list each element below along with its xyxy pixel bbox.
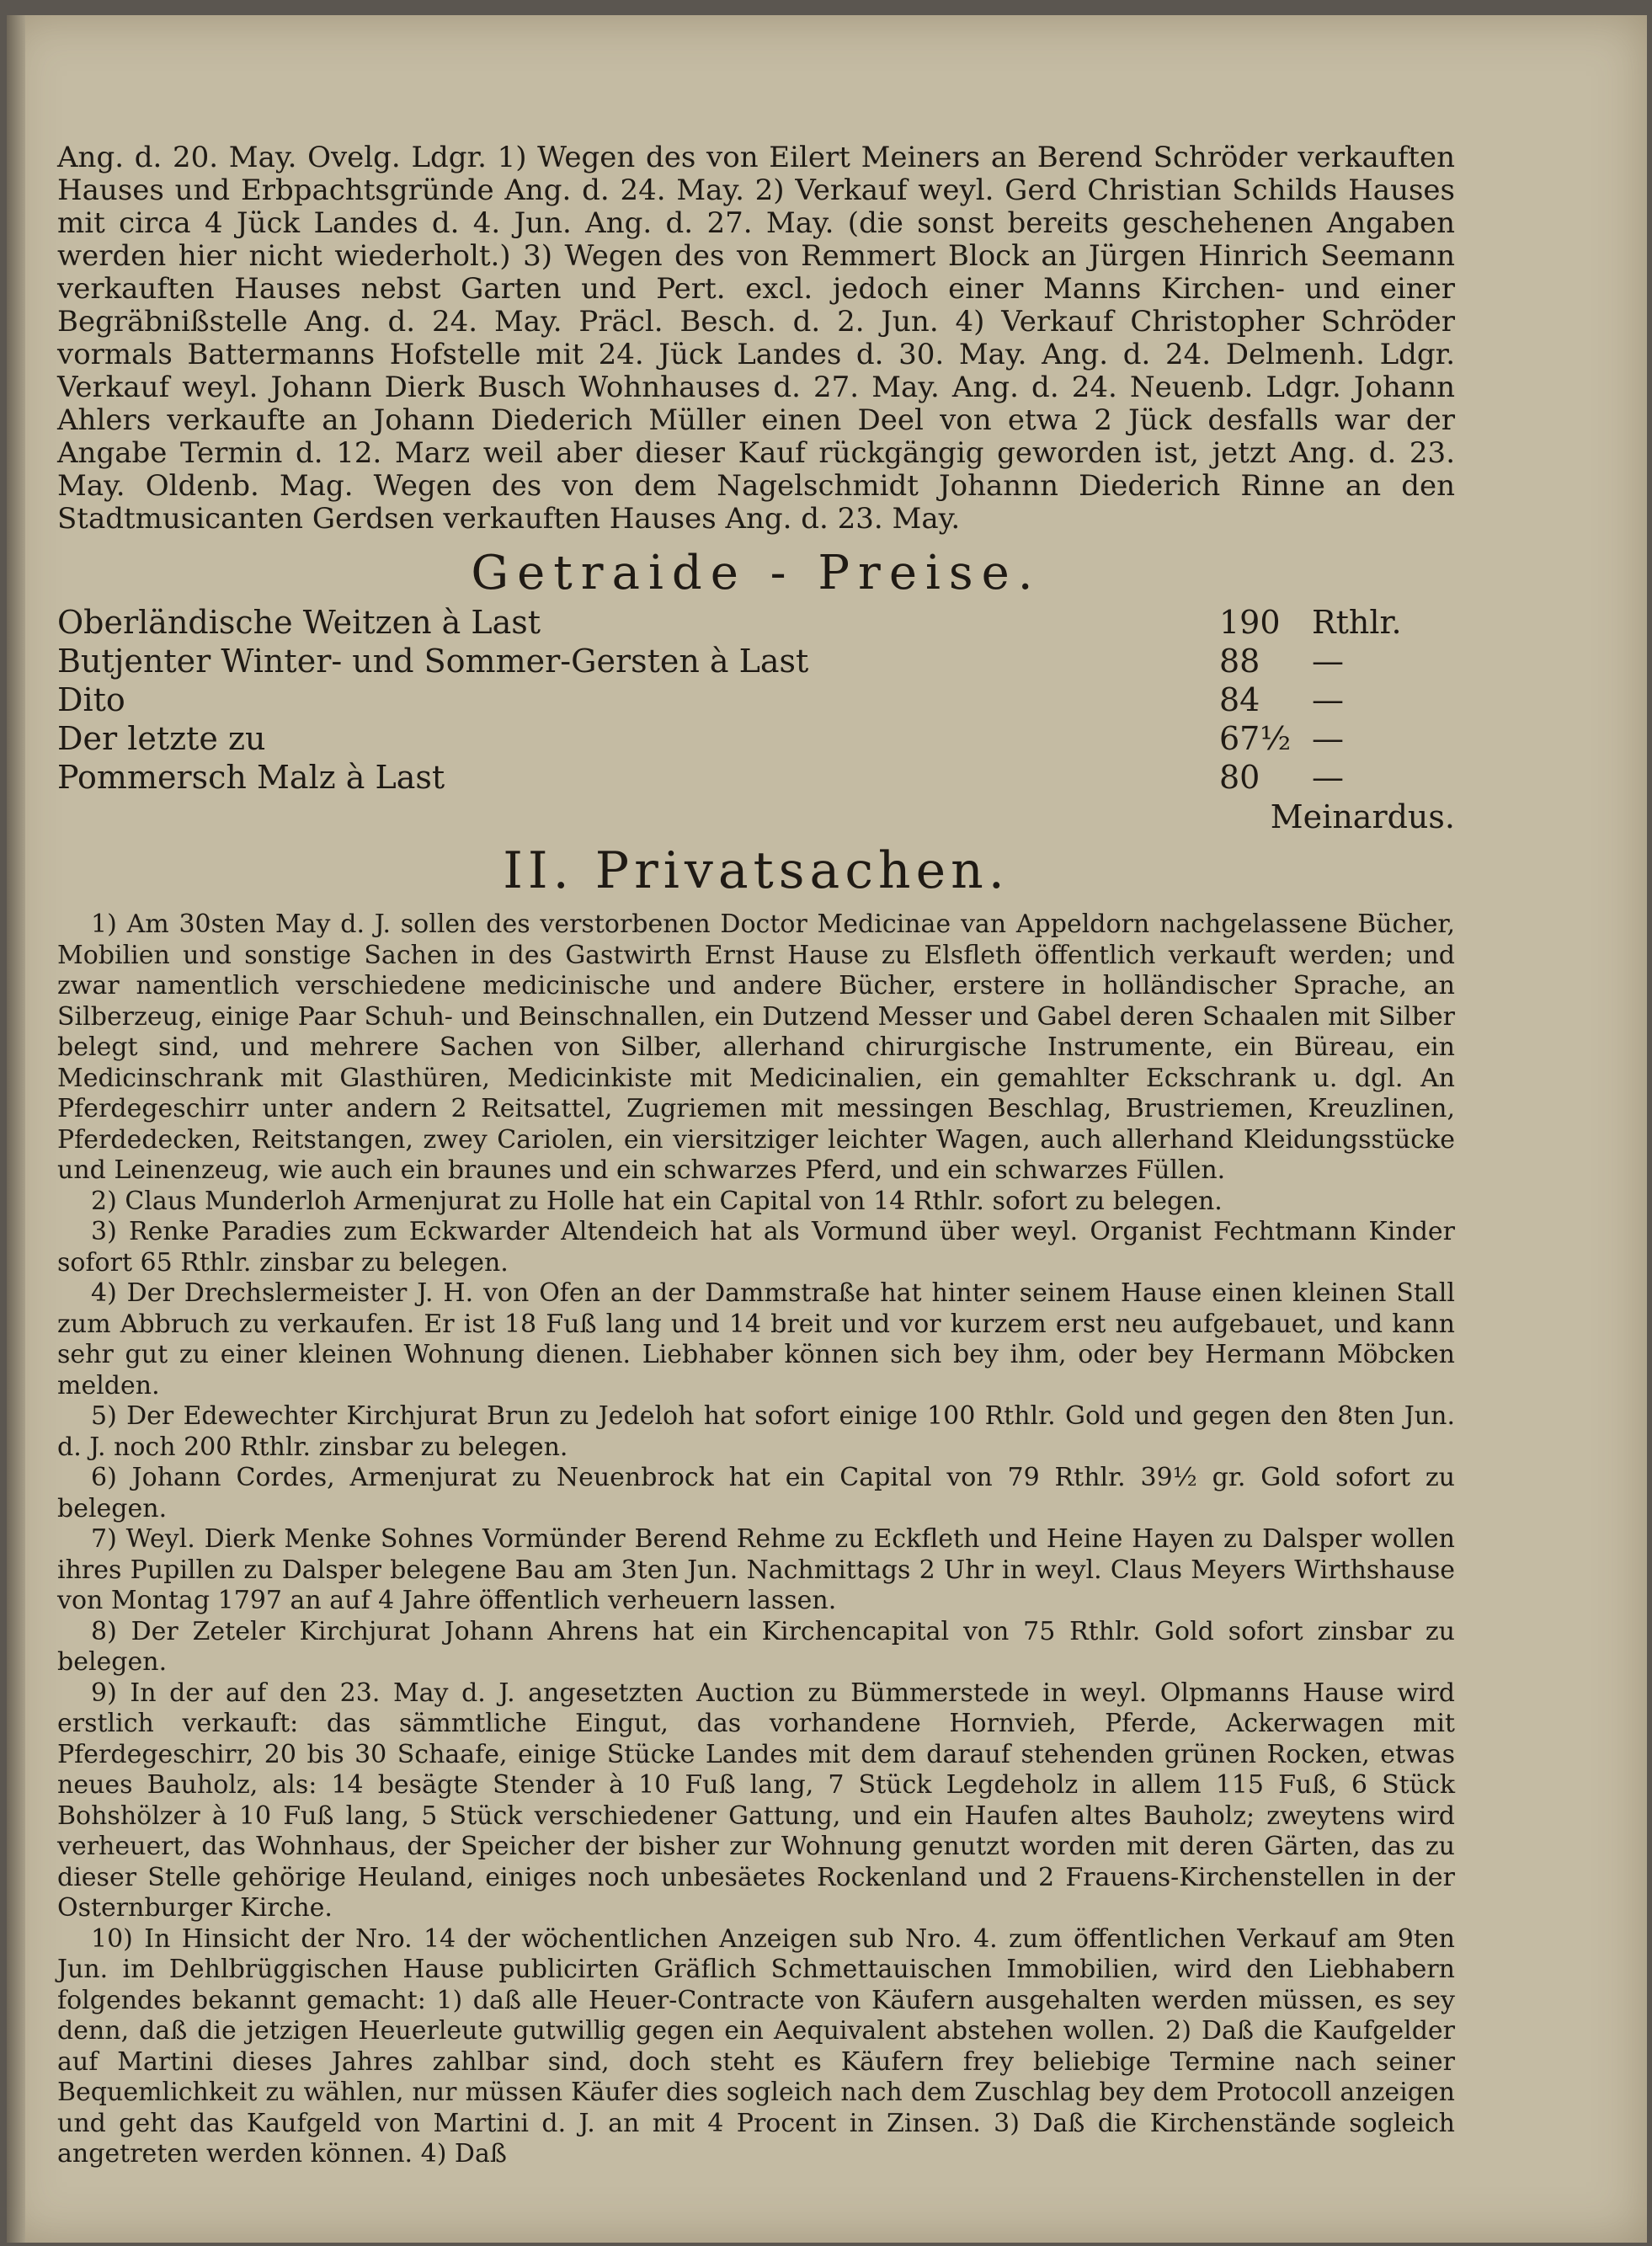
- private-notice-entry: 6) Johann Cordes, Armenjurat zu Neuenbrock hat ein Capital von 79 Rthlr. 39½ gr. Gold sofort zu belegen.: [57, 1463, 1455, 1523]
- price-item: Der letzte zu: [57, 720, 266, 757]
- private-notice-entry: 5) Der Edewechter Kirchjurat Brun zu Jedeloh hat sofort einige 100 Rthlr. Gold und gegen den 8ten Jun. d. J. noch 200 Rthlr. zinsbar zu belegen.: [57, 1401, 1455, 1462]
- private-notice-entry: 3) Renke Paradies zum Eckwarder Altendeich hat als Vormund über weyl. Organist Fechtmann Kinder sofort 65 Rthlr. zinsbar zu belegen.: [57, 1217, 1455, 1278]
- private-notice-entry: 1) Am 30sten May d. J. sollen des verstorbenen Doctor Medicinae van Appeldorn nachgelassene Bücher, Mobilien und sonstige Sachen in des Gastwirth Ernst Hause zu Elsfleth öffentlich verkauft werden; und zwar namentlich verschiedene medicinische und andere Bücher, erstere in holländischer Sprache, an Silberzeug, einige Paar Schuh- und Beinschnallen, ein Dutzend Messer und Gabel deren Schaalen mit Silber belegt sind, und mehrere Sachen von Silber, allerhand chirurgische Instrumente, ein Büreau, ein Medicinschrank mit Glasthüren, Medicinkiste mit Medicinalien, ein gemahlter Eckschrank u. dgl. An Pferdegeschirr unter andern 2 Reitsattel, Zugriemen mit messingen Beschlag, Brustriemen, Kreuzlinen, Pferdedecken, Reitstangen, zwey Cariolen, ein viersitziger leichter Wagen, auch allerhand Kleidungsstücke und Leinenzeug, wie auch ein braunes und ein schwarzes Pferd, und ein schwarzes Füllen.: [57, 910, 1455, 1185]
- private-notice-entry: 10) In Hinsicht der Nro. 14 der wöchentlichen Anzeigen sub Nro. 4. zum öffentlichen Verkauf am 9ten Jun. im Dehlbrüggischen Hause publicirten Gräflich Schmettauischen Immobilien, wird den Liebhabern folgendes bekannt gemacht: 1) daß alle Heuer-Contracte von Käufern ausgehalten werden müssen, es sey denn, daß die jetzigen Heuerleute gutwillig gegen ein Aequivalent abstehen wollen. 2) Daß die Kaufgelder auf Martini dieses Jahres zahlbar sind, doch steht es Käufern frey beliebige Termine nach seiner Bequemlichkeit zu wählen, nur müssen Käufer dies sogleich nach dem Zuschlag bey dem Protocoll anzeigen und geht das Kaufgeld von Martini d. J. an mit 4 Procent in Zinsen. 3) Daß die Kirchenstände sogleich angetreten werden können. 4) Daß: [57, 1923, 1455, 2169]
- section-title: II. Privatsachen.: [503, 841, 1010, 900]
- price-value: 190: [1219, 604, 1281, 641]
- private-notice-entry: 7) Weyl. Dierk Menke Sohnes Vormünder Berend Rehme zu Eckfleth und Heine Hayen zu Dalsper wollen ihres Pupillen zu Dalsper belegene Bau am 3ten Jun. Nachmittags 2 Uhr in weyl. Claus Meyers Wirthshause von Montag 1797 an auf 4 Jahre öffentlich verheuern lassen.: [57, 1524, 1455, 1615]
- price-item: Butjenter Winter- und Sommer-Gersten à Last: [57, 643, 809, 680]
- price-row: [57, 758, 1455, 797]
- price-value: 84: [1219, 681, 1260, 718]
- price-unit: —: [1312, 720, 1344, 757]
- price-unit: Rthlr.: [1312, 604, 1402, 641]
- price-item: Dito: [57, 681, 125, 718]
- private-notice-entry: 8) Der Zeteler Kirchjurat Johann Ahrens hat ein Kirchencapital von 75 Rthlr. Gold sofort zinsbar zu belegen.: [57, 1616, 1455, 1677]
- page-binding-edge: [7, 15, 25, 2243]
- court-notices-paragraph: Ang. d. 20. May. Ovelg. Ldgr. 1) Wegen des von Eilert Meiners an Berend Schröder verkauften Hauses und Erbpachtsgründe Ang. d. 24. May. 2) Verkauf weyl. Gerd Christian Schilds Hauses mit circa 4 Jück Landes d. 4. Jun. Ang. d. 27. May. (die sonst bereits geschehenen Angaben werden hier nicht wiederholt.) 3) Wegen des von Remmert Block an Jürgen Hinrich Seemann verkauften Hauses nebst Garten und Pert. excl. jedoch einer Manns Kirchen- und einer Begräbnißstelle Ang. d. 24. May. Präcl. Besch. d. 2. Jun. 4) Verkauf Christopher Schröder vormals Battermanns Hofstelle mit 24. Jück Landes d. 30. May. Ang. d. 24. Delmenh. Ldgr. Verkauf weyl. Johann Dierk Busch Wohnhauses d. 27. May. Ang. d. 24. Neuenb. Ldgr. Johann Ahlers verkaufte an Johann Diederich Müller einen Deel von etwa 2 Jück desfalls war der Angabe Termin d. 12. Marz weil aber dieser Kauf rückgängig geworden ist, jetzt Ang. d. 23. May. Oldenb. Mag. Wegen des von dem Nagelschmidt Johannn Diederich Rinne an den Stadtmusicanten Gerdsen verkauften Hauses Ang. d. 23. May.: [57, 141, 1455, 536]
- price-unit: —: [1312, 681, 1344, 718]
- price-unit: —: [1312, 759, 1344, 796]
- grain-prices-heading: Getraide - Preise.: [471, 546, 1042, 600]
- price-item: Pommersch Malz à Last: [57, 759, 445, 796]
- price-value: 88: [1219, 643, 1260, 680]
- grain-prices-table: [57, 603, 1455, 797]
- private-notice-entry: 4) Der Drechslermeister J. H. von Ofen an der Dammstraße hat hinter seinem Hause einen kleinen Stall zum Abbruch zu verkaufen. Er ist 18 Fuß lang und 14 breit und vor kurzem erst neu aufgebauet, und kann sehr gut zu einer kleinen Wohnung dienen. Liebhaber können sich bey ihm, oder bey Hermann Möbcken melden.: [57, 1278, 1455, 1400]
- grain-prices-signature: Meinardus.: [1270, 798, 1455, 835]
- price-item: Oberländische Weitzen à Last: [57, 604, 541, 641]
- private-notice-entry: 2) Claus Munderloh Armenjurat zu Holle hat ein Capital von 14 Rthlr. sofort zu belegen.: [91, 1186, 1223, 1216]
- newspaper-page: [7, 15, 1647, 2243]
- price-unit: —: [1312, 643, 1344, 680]
- price-row: [57, 603, 1455, 642]
- price-value: 80: [1219, 759, 1260, 796]
- price-value: 67½: [1219, 720, 1292, 757]
- price-row: [57, 719, 1455, 758]
- price-row: [57, 680, 1455, 719]
- private-notice-entry: 9) In der auf den 23. May d. J. angesetzten Auction zu Bümmerstede in weyl. Olpmanns Hause wird erstlich verkauft: das sämmtliche Eingut, das vorhandene Hornvieh, Pferde, Ackerwagen mit Pferdegeschirr, 20 bis 30 Schaafe, einige Stücke Landes mit dem darauf stehenden grünen Rocken, etwas neues Bauholz, als: 14 besägte Stender à 10 Fuß lang, 7 Stück Legdeholz in allem 115 Fuß, 6 Stück Bohshölzer à 10 Fuß lang, 5 Stück verschiedener Gattung, und ein Haufen altes Bauholz; zweytens wird verheuert, das Wohnhaus, der Speicher der bisher zur Wohnung genutzt worden mit deren Gärten, das zu dieser Stelle gehörige Heuland, einiges noch unbesäetes Rockenland und 2 Frauens-Kirchenstellen in der Osternburger Kirche.: [57, 1678, 1455, 1923]
- price-row: [57, 642, 1455, 680]
- page-text: [57, 141, 1455, 2170]
